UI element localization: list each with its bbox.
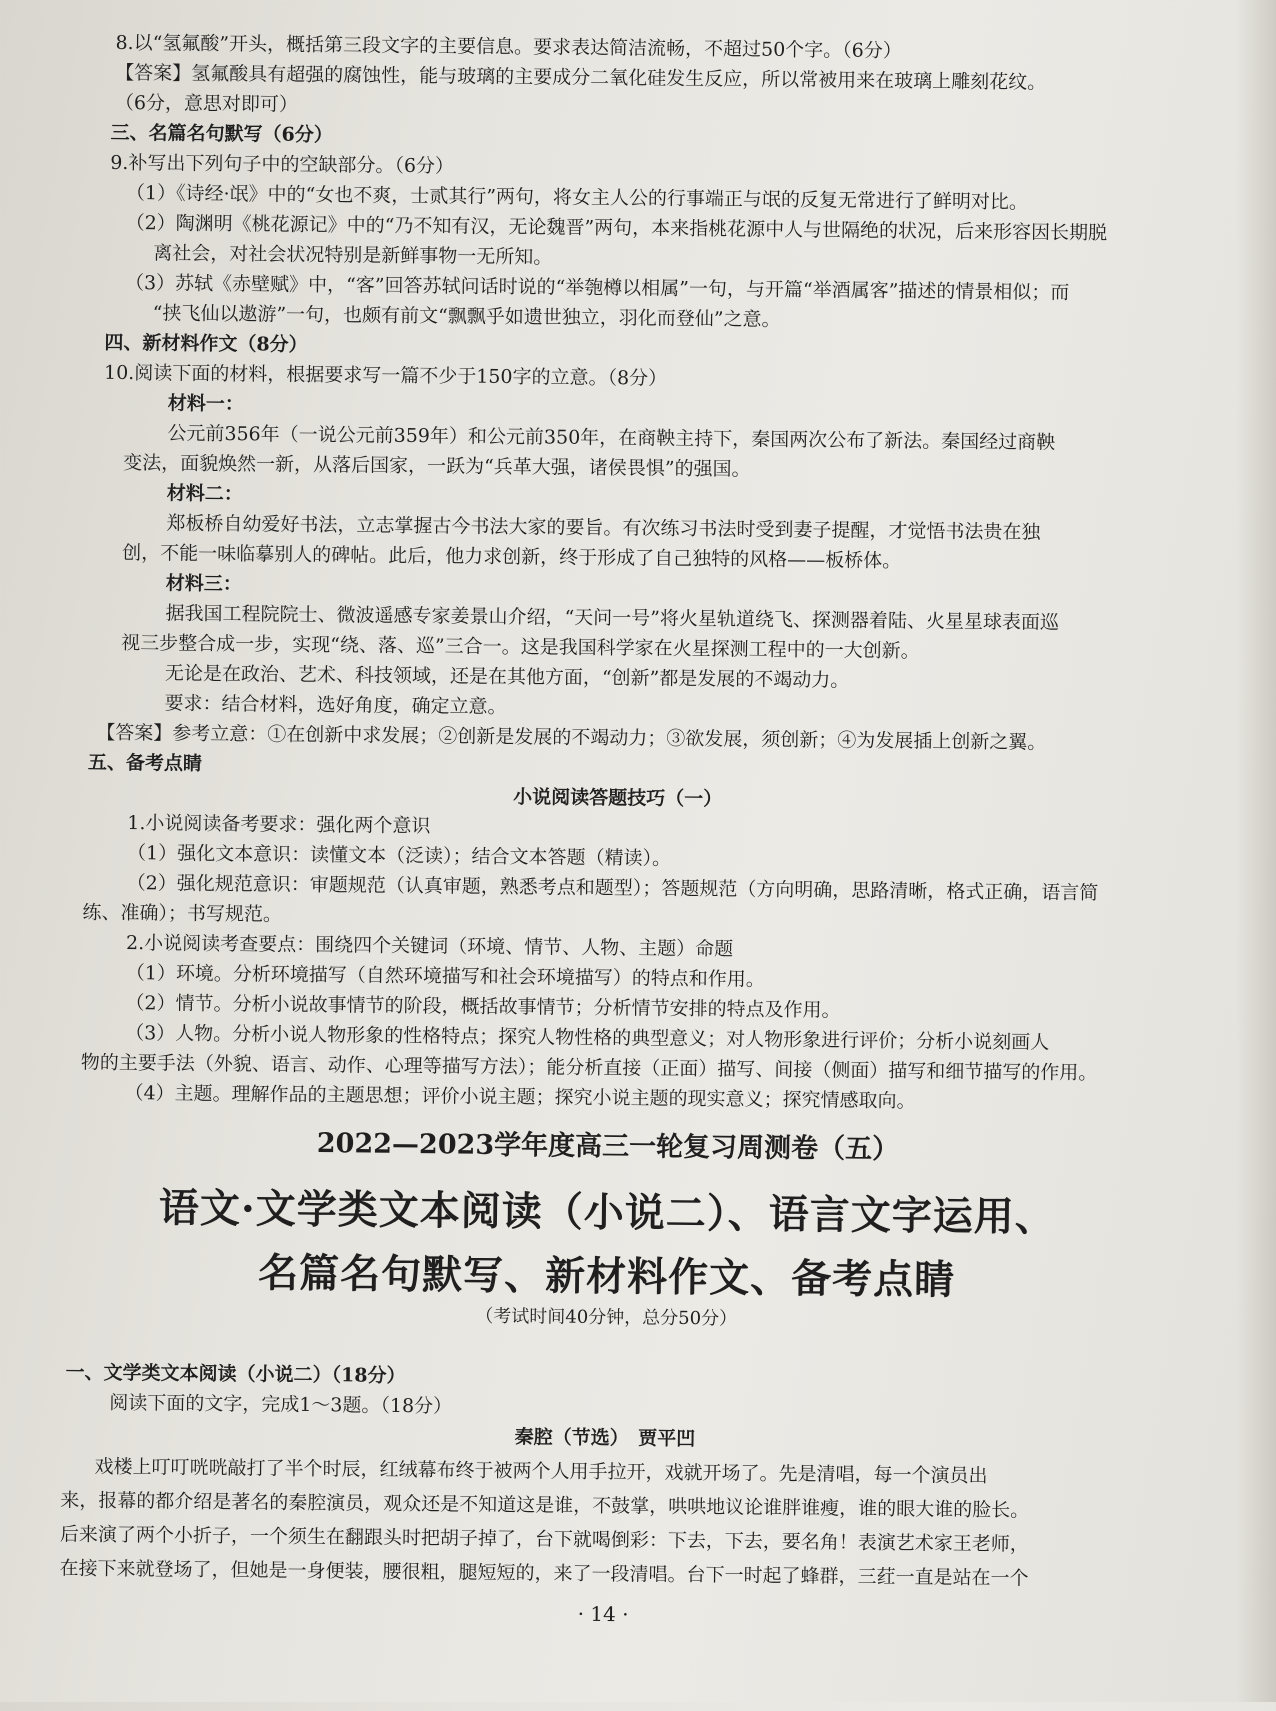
tips-2: 2.小说阅读考查要点：围绕四个关键词（环境、情节、人物、主题）命题 [125, 932, 734, 961]
q9-item-1: （1）《诗经·氓》中的“女也不爽，士贰其行”两句，将女主人公的行事端正与氓的反复无常进行了鲜明对比。 [125, 181, 1029, 214]
q8-answer: 【答案】氢氟酸具有超强的腐蚀性，能与玻璃的主要成分二氧化硅发生反应，所以常被用来在玻璃上雕刻花纹。 [115, 61, 1047, 94]
tips-1-2-cont: 练、准确）；书写规范。 [82, 901, 283, 926]
tips-2-3-cont: 物的主要手法（外貌、语言、动作、心理等描写方法）；能分析直接（正面）描写、间接（侧面）描写和细节描写的作用。 [80, 1051, 1098, 1085]
page-number: · 14 · [577, 1601, 629, 1627]
tips-1-1: （1）强化文本意识：读懂文本（泛读）；结合文本答题（精读）。 [126, 842, 672, 870]
tips-2-2: （2）情节。分析小说故事情节的阶段，概括故事情节；分析情节安排的特点及作用。 [125, 992, 841, 1022]
material-3-label: 材料三： [165, 572, 242, 596]
q9-item-2-cont: 离社会，对社会状况特别是新鲜事物一无所知。 [153, 242, 553, 269]
exam-subject-line-2: 名篇名句默写、新材料作文、备考点睛 [257, 1249, 956, 1304]
tips-1: 1.小说阅读备考要求：强化两个意识 [127, 812, 431, 838]
material-1-line-1: 公元前356年（一说公元前359年）和公元前350年，在商鞅主持下，秦国两次公布了新法。秦国经过商鞅 [167, 422, 1056, 454]
material-3-line-1: 据我国工程院院士、微波遥感专家姜景山介绍，“天问一号”将火星轨道绕飞、探测器着陆、火星星球表面巡 [165, 602, 1060, 634]
q9-prompt: 9.补写出下列句子中的空缺部分。（6分） [110, 151, 455, 178]
page-edge-shadow [1236, 0, 1276, 1702]
material-2-label: 材料二： [166, 482, 243, 506]
passage-title: 秦腔（节选） 贾平凹 [514, 1426, 696, 1451]
q9-item-3-cont: “挟飞仙以遨游”一句，也颇有前文“飘飘乎如遗世独立，羽化而登仙”之意。 [152, 302, 781, 331]
q8-answer-note: （6分，意思对即可） [114, 91, 299, 116]
passage-line-3: 后来演了两个小折子，一个须生在翻跟头时把胡子掉了，台下就喝倒彩：下去，下去，要名角！表演艺术家王老师， [59, 1523, 1029, 1556]
material-1-label: 材料一： [167, 392, 244, 416]
exam-time: （考试时间40分钟，总分50分） [475, 1305, 738, 1330]
section-4-heading: 四、新材料作文（8分） [104, 331, 308, 356]
material-2-line-1: 郑板桥自幼爱好书法，立志掌握古今书法大家的要旨。有次练习书法时受到妻子提醒，才觉悟书法贵在独 [166, 512, 1041, 544]
material-summary: 无论是在政治、艺术、科技领域，还是在其他方面，“创新”都是发展的不竭动力。 [164, 662, 850, 692]
q8-prompt: 8.以“氢氟酸”开头，概括第三段文字的主要信息。要求表达简洁流畅，不超过50个字。（6分） [115, 31, 902, 63]
requirement: 要求：结合材料，选好角度，确定立意。 [164, 692, 507, 718]
passage-line-1: 戏楼上叮叮咣咣敲打了半个时辰，红绒幕布终于被两个人用手拉开，戏就开场了。先是清唱，每一个演员出 [94, 1455, 988, 1488]
passage-line-2: 来，报幕的都介绍是著名的秦腔演员，观众还是不知道这是谁，不鼓掌，哄哄地议论谁胖谁瘦，谁的眼大谁的脸长。 [60, 1489, 1030, 1522]
q10-prompt: 10.阅读下面的材料，根据要求写一篇不少于150字的立意。（8分） [103, 361, 668, 390]
tips-2-3: （3）人物。分析小说人物形象的性格特点；探究人物性格的典型意义；对人物形象进行评价；分析小说刻画人 [125, 1022, 1050, 1054]
material-1-line-2: 变法，面貌焕然一新，从落后国家，一跃为“兵革大强，诸侯畏惧”的强国。 [123, 451, 751, 481]
part-1-instructions: 阅读下面的文字，完成1～3题。（18分） [109, 1391, 453, 1418]
passage-line-4: 在接下来就登场了，但她是一身便装，腰很粗，腿短短的，来了一段清唱。台下一时起了蜂群，三荭一直是站在一个 [59, 1557, 1029, 1590]
q9-item-3: （3）苏轼《赤壁赋》中，“客”回答苏轼问话时说的“举匏樽以相属”一句，与开篇“举酒属客”描述的情景相似；而 [124, 271, 1070, 304]
q10-answer: 【答案】参考立意：①在创新中求发展；②创新是发展的不竭动力；③欲发展，须创新；④为发展插上创新之翼。 [96, 721, 1047, 754]
tips-2-4: （4）主题。理解作品的主题思想；评价小说主题；探究小说主题的现实意义；探究情感取向。 [124, 1082, 916, 1113]
q9-item-2: （2）陶渊明《桃花源记》中的“乃不知有汉，无论魏晋”两句，本来指桃花源中人与世隔绝的状况，后来形容因长期脱 [125, 211, 1108, 245]
tips-1-2: （2）强化规范意识：审题规范（认真审题，熟悉考点和题型）；答题规范（方向明确，思路清晰，格式正确，语言简 [126, 872, 1099, 905]
material-2-line-2: 创，不能一味临摹别人的碑帖。此后，他力求创新，终于形成了自己独特的风格——板桥体。 [122, 541, 902, 573]
tips-2-1: （1）环境。分析环境描写（自然环境描写和社会环境描写）的特点和作用。 [125, 962, 765, 991]
tips-title: 小说阅读答题技巧（一） [513, 786, 723, 811]
exam-title: 2022—2023学年度高三一轮复习周测卷（五） [316, 1128, 900, 1166]
material-3-line-2: 视三步整合成一步，实现“绕、落、巡”三合一。这是我国科学家在火星探测工程中的一大创新。 [121, 631, 920, 663]
section-3-heading: 三、名篇名句默写（6分） [110, 121, 333, 147]
exam-subject-line-1: 语文·文学类文本阅读（小说二）、语言文字运用、 [158, 1184, 1056, 1241]
part-1-heading: 一、文学类文本阅读（小说二）（18分） [65, 1361, 406, 1387]
section-5-heading: 五、备考点睛 [87, 751, 203, 775]
